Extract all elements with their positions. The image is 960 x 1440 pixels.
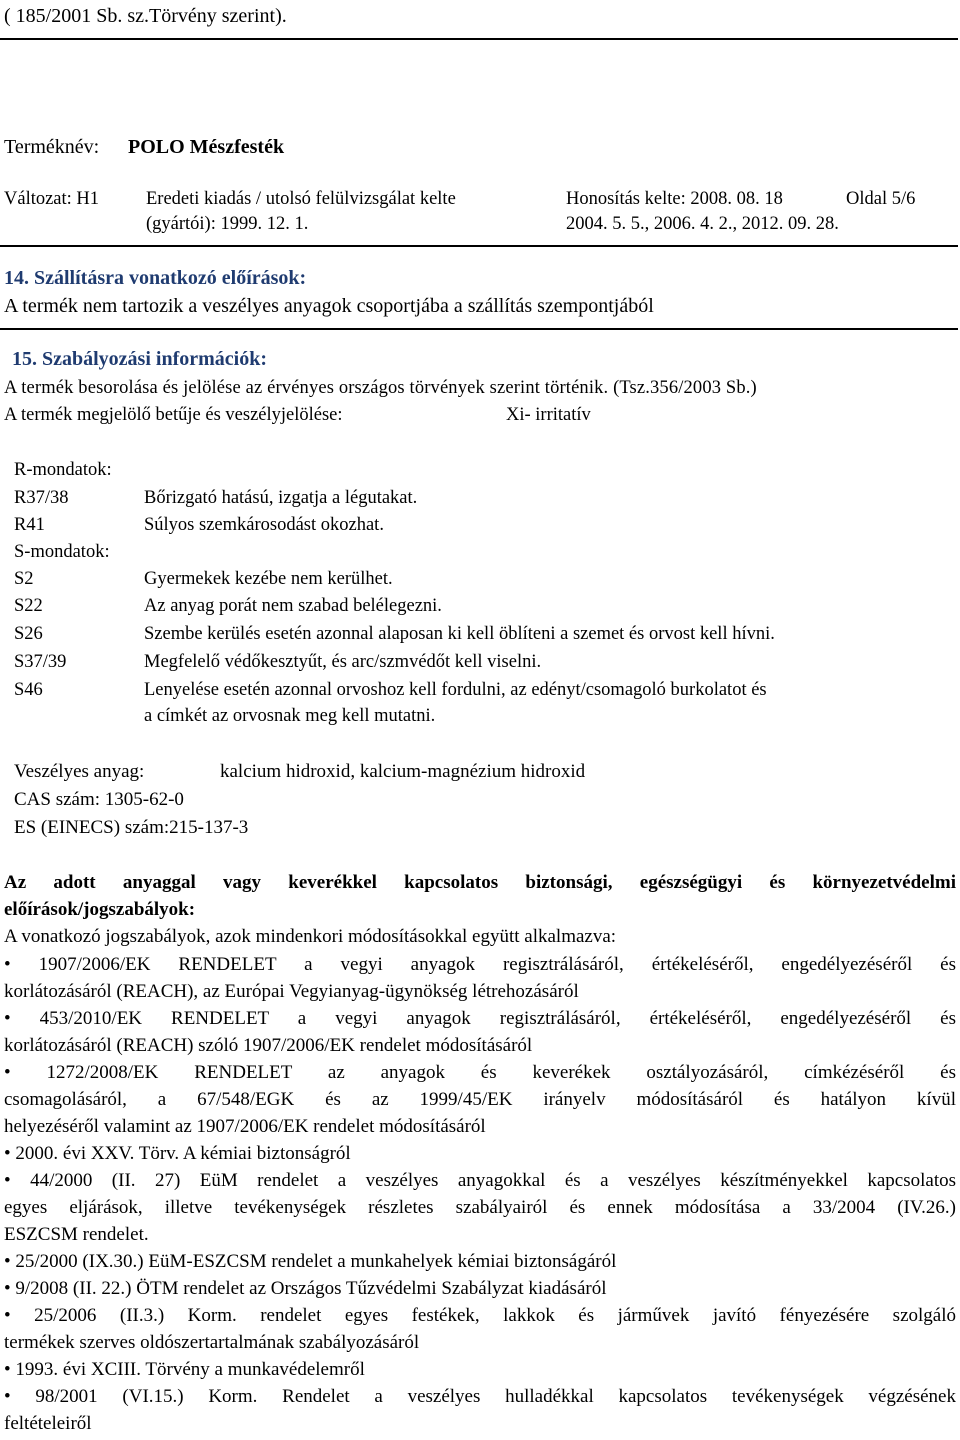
classification-text: A termék besorolása és jelölése az érvényes országos törvények szerint történik. (Tsz.356/2003 Sb.) bbox=[4, 378, 757, 398]
r-phrase-text: Bőrizgató hatású, izgatja a légutakat. bbox=[144, 488, 418, 508]
regulation-line: • 1993. évi XCIII. Törvény a munkavédelemről bbox=[4, 1359, 365, 1380]
product-label: Terméknév: bbox=[4, 136, 100, 158]
r-phrases-heading: R-mondatok: bbox=[14, 460, 112, 480]
regulation-line: • 25/2006 (II.3.) Korm. rendelet egyes festékek, lakkok és járművek javító fényezésére szolgáló bbox=[4, 1305, 956, 1326]
r-phrase-code: R37/38 bbox=[14, 488, 69, 508]
regulation-line: • 1907/2006/EK RENDELET a vegyi anyagok regisztrálásáról, értékeléséről, engedélyezéséről és bbox=[4, 954, 956, 975]
regulation-line: ESZCSM rendelet. bbox=[4, 1224, 149, 1245]
s-phrase-text: Szembe kerülés esetén azonnal alaposan ki kell öblíteni a szemet és orvost kell hívni. bbox=[144, 624, 775, 644]
section-14-title: 14. Szállításra vonatkozó előírások: bbox=[4, 267, 307, 289]
section-15-title: 15. Szabályozási információk: bbox=[12, 348, 267, 370]
law-note: ( 185/2001 Sb. sz.Törvény szerint). bbox=[4, 5, 287, 27]
s-phrases-heading: S-mondatok: bbox=[14, 542, 110, 562]
hazardous-substance-value: kalcium hidroxid, kalcium-magnézium hidroxid bbox=[220, 761, 586, 782]
s-phrase-code: S26 bbox=[14, 624, 43, 644]
section-14-text: A termék nem tartozik a veszélyes anyagok csoportjába a szállítás szempontjából bbox=[4, 295, 654, 317]
regulation-line: • 453/2010/EK RENDELET a vegyi anyagok regisztrálásáról, értékeléséről, engedélyezéséről és bbox=[4, 1008, 956, 1029]
regulation-line: • 25/2000 (IX.30.) EüM-ESZCSM rendelet a munkahelyek kémiai biztonságáról bbox=[4, 1251, 617, 1272]
header-divider-top bbox=[0, 38, 958, 40]
regulation-line: • 1272/2008/EK RENDELET az anyagok és keverékek osztályozásáról, címkézéséről és bbox=[4, 1062, 956, 1083]
section-divider bbox=[0, 328, 958, 330]
regulation-line: • 98/2001 (VI.15.) Korm. Rendelet a veszélyes hulladékkal kapcsolatos tevékenységek végzésének bbox=[4, 1386, 956, 1407]
regulation-line: • 9/2008 (II. 22.) ÖTM rendelet az Országos Tűzvédelmi Szabályzat kiadásáról bbox=[4, 1278, 607, 1299]
regulation-line: egyes eljárások, illetve tevékenységek részletes szabályairól és ennek módosítása a 33/2004 (IV.26.) bbox=[4, 1197, 956, 1218]
regulation-line: • 44/2000 (II. 27) EüM rendelet a veszélyes anyagokkal és a veszélyes készítményekkel kapcsolatos bbox=[4, 1170, 956, 1191]
r-phrase-code: R41 bbox=[14, 515, 45, 535]
s-phrase-text: Gyermekek kezébe nem kerülhet. bbox=[144, 569, 393, 589]
regulations-heading: Az adott anyaggal vagy keverékkel kapcsolatos biztonsági, egészségügyi és környezetvédelmi bbox=[4, 872, 956, 893]
regulation-line: helyezéséről valamint az 1907/2006/EK rendelet módosításáról bbox=[4, 1116, 486, 1137]
hazardous-substance-label: Veszélyes anyag: bbox=[14, 761, 145, 782]
issue-date-label: Eredeti kiadás / utolsó felülvizsgálat kelte bbox=[146, 189, 456, 209]
issue-date-value: (gyártói): 1999. 12. 1. bbox=[146, 214, 309, 234]
cas-number: CAS szám: 1305-62-0 bbox=[14, 789, 184, 810]
product-name: POLO Mészfesték bbox=[128, 136, 285, 158]
s-phrase-text: Lenyelése esetén azonnal orvoshoz kell fordulni, az edényt/csomagoló burkolatot és bbox=[144, 680, 767, 700]
s-phrase-text: Az anyag porát nem szabad belélegezni. bbox=[144, 596, 442, 616]
marking-label: A termék megjelölő betűje és veszélyjelölése: bbox=[4, 405, 343, 425]
header-divider-bottom bbox=[0, 245, 958, 247]
s-phrase-text: Megfelelő védőkesztyűt, és arc/szmvédőt kell viselni. bbox=[144, 652, 542, 672]
page-number: Oldal 5/6 bbox=[846, 189, 916, 209]
einecs-number: ES (EINECS) szám:215-137-3 bbox=[14, 817, 249, 838]
s-phrase-code: S37/39 bbox=[14, 652, 67, 672]
s-phrase-text-continued: a címkét az orvosnak meg kell mutatni. bbox=[144, 706, 436, 726]
regulation-line: csomagolásáról, a 67/548/EGK és az 1999/45/EK irányelv módosításáról és hatályon kívül bbox=[4, 1089, 956, 1110]
regulation-line: feltételeiről bbox=[4, 1413, 92, 1434]
s-phrase-code: S2 bbox=[14, 569, 34, 589]
regulation-line: • 2000. évi XXV. Törv. A kémiai biztonságról bbox=[4, 1143, 351, 1164]
r-phrase-text: Súlyos szemkárosodást okozhat. bbox=[144, 515, 384, 535]
regulations-intro: A vonatkozó jogszabályok, azok mindenkori módosításokkal együtt alkalmazva: bbox=[4, 926, 617, 947]
regulation-line: korlátozásáról (REACH), az Európai Vegyianyag-ügynökség létrehozásáról bbox=[4, 981, 579, 1002]
s-phrase-code: S22 bbox=[14, 596, 43, 616]
revision-dates: 2004. 5. 5., 2006. 4. 2., 2012. 09. 28. bbox=[566, 214, 839, 234]
regulation-line: korlátozásáról (REACH) szóló 1907/2006/EK rendelet módosításáról bbox=[4, 1035, 533, 1056]
regulation-line: termékek szerves oldószertartalmának szabályozásáról bbox=[4, 1332, 420, 1353]
version-label: Változat: H1 bbox=[4, 189, 100, 209]
marking-value: Xi- irritatív bbox=[506, 405, 591, 425]
regulations-heading-continued: előírások/jogszabályok: bbox=[4, 899, 196, 920]
s-phrase-code: S46 bbox=[14, 680, 43, 700]
harmonization-date: Honosítás kelte: 2008. 08. 18 bbox=[566, 189, 783, 209]
